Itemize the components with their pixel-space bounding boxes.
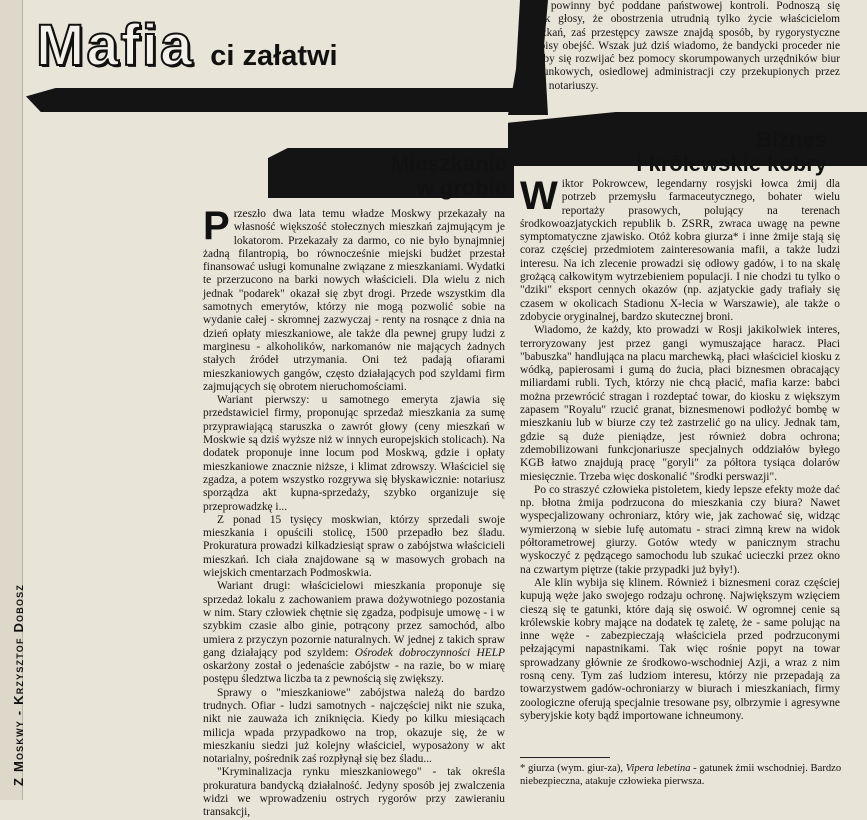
paragraph [203, 580, 505, 686]
heading-line: Mieszkanie [390, 151, 507, 176]
paragraph [520, 174, 840, 324]
right-top-column [520, 0, 840, 93]
paragraph-text: Wariant drugi: właścicielowi mieszkania proponuje się sprzedaż lokalu z zachowaniem prawa dożywotniego pozostania w nim. Stary człowiek chętnie się zgadza, podpisuje umowę - i w szybkim czasie albo ginie, potrącony przez samochód, albo umiera z przyczyn pozornie naturalnych. W jednej z takich spraw gang działający pod szyldem: [203, 580, 505, 659]
byline: Z Moskwy - Krzysztof Dobosz [11, 583, 26, 786]
title-ink-bar [26, 88, 519, 112]
paragraph [203, 204, 505, 394]
paragraph-text: rzeszło dwa lata temu władze Moskwy przekazały na własność większość stołecznych mieszkań zajmującym je lokatorom. Przekazały za darmo, co nie było bynajmniej żadną filantropią, bo równocześnie miejski budżet przestał finansować usługi komunalne związane z mieszkaniami. Wydatki te przerzucono na barki nowych właścicieli. Dla wielu z nich jednak "podarek" okazał się zbyt drogi. Przede wszystkim dla samotnych emerytów, którzy nie mogą pozwolić sobie na wydanie całej - skromnej zazwyczaj - renty na rosnące z dnia na dzień opłaty mieszkaniowe, ale także dla pewnej grupy ludzi z marginesu - alkoholików, narkomanów nie mających żadnych stałych źródeł utrzymania. Oni też padają ofiarami mieszkaniowych gangów, często działających pod szyldami firm zajmujących się obrotem nieruchomościami. [203, 208, 505, 393]
title-main: Mafia [36, 13, 195, 78]
paragraph-text: iktor Pokrowcew, legendarny rosyjski łowca żmij dla potrzeb przemysłu farmaceutycznego, bohater wielu reportaży prasowych, polujący na terenach środkowoazjatyckich republik b. ZSRR, zwraca uwagę na pewne symptomatyczne zjawisko. Otóż kobra giurza* i inne żmije stają się coraz częściej przedmiotem zainteresowania mafii, a także ludzi interesu. Na ich zlecenie prowadzi się odłowy gadów, i to na skalę grożącą całkowitym wytrzebieniem populacji. I nie chodzi tu tylko o "dziki" eksport cennych okazów (np. azjatyckie gady trafiały się czasem w okolicach Stadionu X-lecia w Warszawie), ale także o zdobycie oryginalnej, bardzo skutecznej broni. [520, 178, 840, 323]
title-sub: ci załatwi [210, 40, 338, 72]
section-heading-1 [267, 152, 507, 200]
article-title [36, 12, 338, 79]
paragraph: Ale klin wybija się klinem. Również i biznesmeni coraz częściej kupują węże jako swojego rodzaju ochronę. Największym wzięciem cieszą się te gatunki, które dają się oswoić. W ogromnej cenie są królewskie kobry mające na dodatek tę zaletę, że - same polując na inne węże - zabezpieczają właściciela przed podrzuconymi pełzającymi napastnikami. Tak więc rośnie popyt na towar sprowadzany głównie ze środkowo-wschodniej Azji, a wraz z nim rosną ceny. Tym zaś ludziom interesu, którzy nie przepadają za towarzystwem gadów-ochroniarzy w biurach i mieszkaniach, firmy zoologiczne oferują specjalnie tresowane psy, olbrzymie i agresywne syberyjskie koty bądź importowane ichneumony. [520, 576, 840, 722]
left-column [203, 204, 505, 820]
paragraph: Sprawy o "mieszkaniowe" zabójstwa należą do bardzo trudnych. Ofiar - ludzi samotnych - najczęściej nikt nie szuka, nikt nie zauważa ich zniknięcia. Kiedy po kilku miesiącach milicja wpada przypadkowo na trop, okazuje się, że w mieszkaniu siedzi już kolejny właściciel, wyposażony w akt notarialny, pośrednik zaś rozpłynął się bez śladu... [203, 686, 505, 766]
footnote-divider [520, 757, 610, 758]
paragraph: które powinny być poddane państwowej kontroli. Podnoszą się jednak głosy, że obostrzenia utrudnią tylko życie właścicielom mieszkań, zaś przestępcy zawsze znajdą sposób, by rygorystyczne przepisy obejść. Wszak już dziś wiadomo, że bandycki proceder nie mógłby się rozwijać bez pomocy skorumpowanych urzędników biur meldunkowych, osiedlowej administracji czy przekupionych przez mafię notariuszy. [520, 0, 840, 92]
footnote-text: - gatunek żmii wschodniej. Bardzo niebezpieczna, atakuje człowieka pierwsza. [520, 763, 842, 787]
paragraph-text: oskarżony został o jedenaście zabójstw - na razie, bo w miarę postępu śledztwa liczba ta z pewnością się zwiększy. [203, 660, 505, 686]
drop-cap: W [520, 174, 558, 218]
sidebar-strip [0, 0, 26, 800]
footnote [520, 762, 850, 788]
drop-cap: P [203, 204, 230, 248]
right-column [520, 174, 840, 723]
organization-name: Ośrodek dobroczynności HELP [354, 646, 505, 659]
paragraph: "Kryminalizacja rynku mieszkaniowego" - tak określa prokuratura bandycką działalność. Jedyny sposób jej zwalczenia widzi we wprowadzeniu ostrych rygorów przy zawieraniu transakcji, [203, 766, 505, 819]
heading-line: Biznes [756, 127, 827, 152]
heading-line: i królewskie kobry [636, 151, 827, 176]
paragraph: Wiadomo, że każdy, kto prowadzi w Rosji jakikolwiek interes, terroryzowany jest przez gangi wymuszające haracz. Płaci "babuszka" handlująca na placu marchewką, płaci właściciel kiosku z wódką, papierosami i gumą do żucia, płaci biznesmen obracający miliardami rubli. Tych, którzy nie chcą płacić, mafia karze: babci można przewrócić stragan i rozdeptać towar, do kiosku z większym zapasem "Royalu" rzucić granat, biznesmenowi podłożyć bombę w mieszkaniu lub w biurze czy też zastrzelić go na ulicy. Jednak tam, gdzie są duże pieniądze, jest również dobra ochrona; zdemobilizowani funkcjonariusze specjalnych oddziałów byłego KGB łatwo znajdują pracę "goryli" za półtora tysiąca dolarów miesięcznie. Trzeba więc doskonalić "środki perswazji". [520, 324, 840, 483]
footnote-text: * giurza (wym. giur-za), [520, 763, 626, 774]
heading-line: w grobie [416, 175, 507, 200]
paragraph: Po co straszyć człowieka pistoletem, kiedy lepsze efekty może dać np. błotna żmija podrzucona do mieszkania czy biura? Nawet wyspecjalizowany ochroniarz, który wie, jak zachować się, widząc wymierzoną w siebie lufę automatu - straci zimną krew na widok półtorametrowej giurzy. Gotów wtedy w panicznym strachu wyskoczyć z pędzącego samochodu lub szukać ucieczki przez okno na czwartym piętrze (takie przypadki już były!). [520, 483, 840, 576]
section-heading-2 [567, 128, 827, 176]
paragraph: Wariant pierwszy: u samotnego emeryta zjawia się przedstawiciel firmy, proponując sprzedaż mieszkania za sumę przyprawiającą staruszka o zawrót głowy (ceny mieszkań w Moskwie są dziś wyższe niż w innych europejskich stolicach). Na dodatek proponuje inne locum pod Moskwą, gdzie i opłaty mieszkaniowe znacznie niższe, i klimat zdrowszy. Właściciel się zgadza, a potem wszystko rozgrywa się błyskawicznie: notariusz sporządza akt kupna-sprzedaży, szybko organizuje się przeprowadzkę i... [203, 394, 505, 513]
species-name: Vipera lebetina [625, 763, 691, 774]
paragraph: Z ponad 15 tysięcy moskwian, którzy sprzedali swoje mieszkania i opuścili stolicę, 1500 przepadło bez śladu. Prokuratura prowadzi kilkadziesiąt spraw o zabójstwa właścicieli mieszkań. Ich ciała znajdowane są w masowych grobach na wiejskich cmentarzach Podmoskwia. [203, 513, 505, 580]
